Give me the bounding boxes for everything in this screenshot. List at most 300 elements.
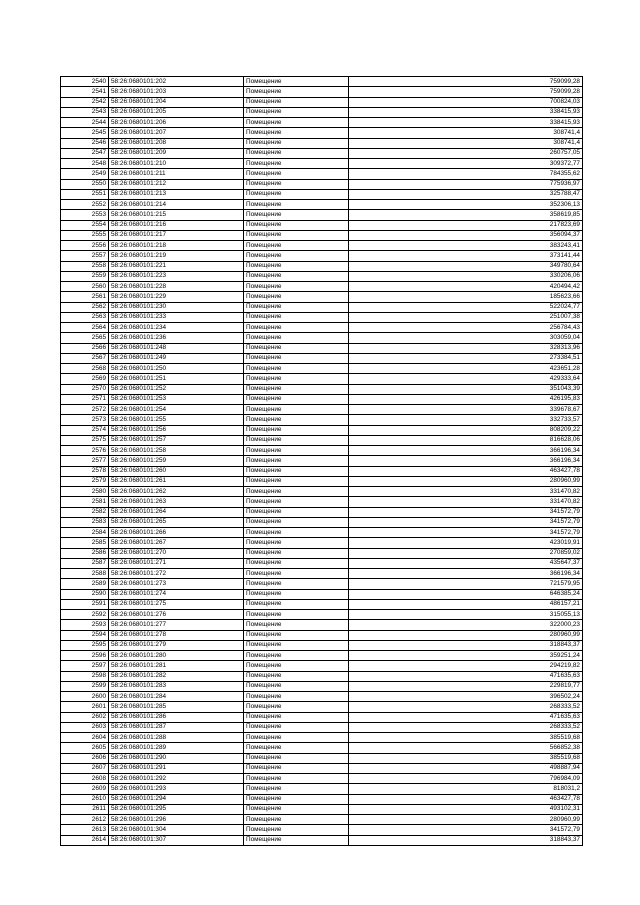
cadastral-value-table <box>60 76 583 846</box>
cadastral-number-cell: 58:26:0680101:277 <box>109 620 244 630</box>
cadastral-number-cell: 58:26:0680101:276 <box>109 610 244 620</box>
object-type-cell: Помещение <box>244 620 349 630</box>
table-row <box>61 394 583 404</box>
row-number-cell: 2554 <box>61 220 109 230</box>
cadastral-value-cell: 341572,79 <box>349 517 583 527</box>
row-number-cell: 2540 <box>61 77 109 87</box>
table-row <box>61 169 583 179</box>
object-type-cell: Помещение <box>244 97 349 107</box>
cadastral-number-cell: 58:26:0680101:307 <box>109 835 244 845</box>
row-number-cell: 2606 <box>61 753 109 763</box>
cadastral-number-cell: 58:26:0680101:255 <box>109 415 244 425</box>
cadastral-value-cell: 256784,43 <box>349 323 583 333</box>
row-number-cell: 2591 <box>61 599 109 609</box>
row-number-cell: 2574 <box>61 425 109 435</box>
cadastral-number-cell: 58:26:0680101:261 <box>109 476 244 486</box>
cadastral-value-cell: 358619,85 <box>349 210 583 220</box>
cadastral-number-cell: 58:26:0680101:213 <box>109 189 244 199</box>
row-number-cell: 2613 <box>61 825 109 835</box>
table-row <box>61 456 583 466</box>
cadastral-value-cell: 349780,64 <box>349 261 583 271</box>
row-number-cell: 2585 <box>61 538 109 548</box>
row-number-cell: 2600 <box>61 692 109 702</box>
table-row <box>61 292 583 302</box>
row-number-cell: 2568 <box>61 364 109 374</box>
cadastral-number-cell: 58:26:0680101:254 <box>109 405 244 415</box>
table-row <box>61 77 583 87</box>
row-number-cell: 2550 <box>61 179 109 189</box>
row-number-cell: 2582 <box>61 507 109 517</box>
table-row <box>61 548 583 558</box>
row-number-cell: 2604 <box>61 733 109 743</box>
cadastral-value-cell: 270859,02 <box>349 548 583 558</box>
cadastral-value-cell: 759099,28 <box>349 77 583 87</box>
object-type-cell: Помещение <box>244 784 349 794</box>
row-number-cell: 2605 <box>61 743 109 753</box>
cadastral-number-cell: 58:26:0680101:279 <box>109 640 244 650</box>
row-number-cell: 2583 <box>61 517 109 527</box>
cadastral-value-cell: 423651,28 <box>349 364 583 374</box>
row-number-cell: 2569 <box>61 374 109 384</box>
cadastral-number-cell: 58:26:0680101:272 <box>109 569 244 579</box>
table-row <box>61 138 583 148</box>
cadastral-number-cell: 58:26:0680101:216 <box>109 220 244 230</box>
object-type-cell: Помещение <box>244 230 349 240</box>
row-number-cell: 2610 <box>61 794 109 804</box>
object-type-cell: Помещение <box>244 794 349 804</box>
cadastral-value-cell: 373141,44 <box>349 251 583 261</box>
row-number-cell: 2587 <box>61 558 109 568</box>
row-number-cell: 2589 <box>61 579 109 589</box>
row-number-cell: 2577 <box>61 456 109 466</box>
table-row <box>61 671 583 681</box>
cadastral-number-cell: 58:26:0680101:263 <box>109 497 244 507</box>
cadastral-value-cell: 463427,78 <box>349 794 583 804</box>
cadastral-number-cell: 58:26:0680101:233 <box>109 312 244 322</box>
cadastral-value-cell: 308741,4 <box>349 128 583 138</box>
table-row <box>61 702 583 712</box>
cadastral-number-cell: 58:26:0680101:273 <box>109 579 244 589</box>
cadastral-number-cell: 58:26:0680101:288 <box>109 733 244 743</box>
cadastral-number-cell: 58:26:0680101:203 <box>109 87 244 97</box>
cadastral-value-cell: 816628,06 <box>349 435 583 445</box>
cadastral-number-cell: 58:26:0680101:287 <box>109 722 244 732</box>
row-number-cell: 2566 <box>61 343 109 353</box>
table-row <box>61 804 583 814</box>
object-type-cell: Помещение <box>244 548 349 558</box>
cadastral-value-cell: 341572,79 <box>349 507 583 517</box>
cadastral-value-cell: 366196,34 <box>349 456 583 466</box>
cadastral-number-cell: 58:26:0680101:290 <box>109 753 244 763</box>
cadastral-number-cell: 58:26:0680101:267 <box>109 538 244 548</box>
object-type-cell: Помещение <box>244 251 349 261</box>
row-number-cell: 2608 <box>61 774 109 784</box>
row-number-cell: 2546 <box>61 138 109 148</box>
row-number-cell: 2575 <box>61 435 109 445</box>
object-type-cell: Помещение <box>244 476 349 486</box>
row-number-cell: 2607 <box>61 763 109 773</box>
table-row <box>61 435 583 445</box>
table-row <box>61 87 583 97</box>
object-type-cell: Помещение <box>244 743 349 753</box>
cadastral-number-cell: 58:26:0680101:291 <box>109 763 244 773</box>
cadastral-value-cell: 251007,38 <box>349 312 583 322</box>
cadastral-number-cell: 58:26:0680101:250 <box>109 364 244 374</box>
cadastral-value-cell: 784355,62 <box>349 169 583 179</box>
cadastral-number-cell: 58:26:0680101:278 <box>109 630 244 640</box>
row-number-cell: 2595 <box>61 640 109 650</box>
row-number-cell: 2563 <box>61 312 109 322</box>
cadastral-value-cell: 808209,22 <box>349 425 583 435</box>
object-type-cell: Помещение <box>244 517 349 527</box>
object-type-cell: Помещение <box>244 159 349 169</box>
cadastral-value-cell: 420494,42 <box>349 282 583 292</box>
table-row <box>61 507 583 517</box>
cadastral-number-cell: 58:26:0680101:251 <box>109 374 244 384</box>
cadastral-value-cell: 331470,82 <box>349 497 583 507</box>
cadastral-number-cell: 58:26:0680101:256 <box>109 425 244 435</box>
object-type-cell: Помещение <box>244 374 349 384</box>
row-number-cell: 2588 <box>61 569 109 579</box>
object-type-cell: Помещение <box>244 384 349 394</box>
cadastral-value-cell: 331470,82 <box>349 487 583 497</box>
cadastral-number-cell: 58:26:0680101:223 <box>109 271 244 281</box>
table-row <box>61 200 583 210</box>
object-type-cell: Помещение <box>244 292 349 302</box>
cadastral-value-cell: 759099,28 <box>349 87 583 97</box>
object-type-cell: Помещение <box>244 394 349 404</box>
object-type-cell: Помещение <box>244 405 349 415</box>
row-number-cell: 2596 <box>61 651 109 661</box>
cadastral-value-cell: 325788,47 <box>349 189 583 199</box>
cadastral-number-cell: 58:26:0680101:259 <box>109 456 244 466</box>
object-type-cell: Помещение <box>244 107 349 117</box>
cadastral-value-cell: 493102,31 <box>349 804 583 814</box>
table-row <box>61 774 583 784</box>
table-row <box>61 415 583 425</box>
row-number-cell: 2567 <box>61 353 109 363</box>
cadastral-value-cell: 471635,63 <box>349 712 583 722</box>
row-number-cell: 2611 <box>61 804 109 814</box>
row-number-cell: 2573 <box>61 415 109 425</box>
table-row <box>61 569 583 579</box>
table-row <box>61 743 583 753</box>
row-number-cell: 2544 <box>61 118 109 128</box>
row-number-cell: 2558 <box>61 261 109 271</box>
object-type-cell: Помещение <box>244 456 349 466</box>
cadastral-value-cell: 332733,57 <box>349 415 583 425</box>
table-row <box>61 261 583 271</box>
object-type-cell: Помещение <box>244 835 349 845</box>
table-row <box>61 784 583 794</box>
object-type-cell: Помещение <box>244 558 349 568</box>
table-row <box>61 753 583 763</box>
cadastral-number-cell: 58:26:0680101:210 <box>109 159 244 169</box>
table-row <box>61 733 583 743</box>
cadastral-number-cell: 58:26:0680101:230 <box>109 302 244 312</box>
table-row <box>61 159 583 169</box>
cadastral-number-cell: 58:26:0680101:296 <box>109 815 244 825</box>
row-number-cell: 2556 <box>61 241 109 251</box>
cadastral-value-cell: 217823,69 <box>349 220 583 230</box>
table-row <box>61 97 583 107</box>
cadastral-value-cell: 280960,99 <box>349 630 583 640</box>
cadastral-value-cell: 308741,4 <box>349 138 583 148</box>
row-number-cell: 2592 <box>61 610 109 620</box>
cadastral-value-cell: 185623,66 <box>349 292 583 302</box>
object-type-cell: Помещение <box>244 77 349 87</box>
row-number-cell: 2603 <box>61 722 109 732</box>
cadastral-number-cell: 58:26:0680101:260 <box>109 466 244 476</box>
cadastral-number-cell: 58:26:0680101:284 <box>109 692 244 702</box>
object-type-cell: Помещение <box>244 753 349 763</box>
table-row <box>61 661 583 671</box>
cadastral-number-cell: 58:26:0680101:209 <box>109 148 244 158</box>
cadastral-value-cell: 356094,37 <box>349 230 583 240</box>
table-row <box>61 640 583 650</box>
row-number-cell: 2555 <box>61 230 109 240</box>
table-row <box>61 589 583 599</box>
cadastral-value-cell: 385519,68 <box>349 733 583 743</box>
row-number-cell: 2578 <box>61 466 109 476</box>
cadastral-value-cell: 318843,37 <box>349 835 583 845</box>
cadastral-value-cell: 280960,99 <box>349 815 583 825</box>
row-number-cell: 2565 <box>61 333 109 343</box>
row-number-cell: 2541 <box>61 87 109 97</box>
table-row <box>61 466 583 476</box>
row-number-cell: 2552 <box>61 200 109 210</box>
row-number-cell: 2549 <box>61 169 109 179</box>
table-row <box>61 681 583 691</box>
object-type-cell: Помещение <box>244 589 349 599</box>
cadastral-number-cell: 58:26:0680101:215 <box>109 210 244 220</box>
table-row <box>61 384 583 394</box>
object-type-cell: Помещение <box>244 671 349 681</box>
row-number-cell: 2564 <box>61 323 109 333</box>
object-type-cell: Помещение <box>244 148 349 158</box>
object-type-cell: Помещение <box>244 640 349 650</box>
table-row <box>61 230 583 240</box>
cadastral-value-cell: 385519,68 <box>349 753 583 763</box>
cadastral-number-cell: 58:26:0680101:234 <box>109 323 244 333</box>
object-type-cell: Помещение <box>244 661 349 671</box>
table-body <box>61 77 583 846</box>
cadastral-value-cell: 486157,21 <box>349 599 583 609</box>
table-row <box>61 538 583 548</box>
cadastral-number-cell: 58:26:0680101:229 <box>109 292 244 302</box>
cadastral-number-cell: 58:26:0680101:248 <box>109 343 244 353</box>
cadastral-value-cell: 566852,38 <box>349 743 583 753</box>
row-number-cell: 2553 <box>61 210 109 220</box>
object-type-cell: Помещение <box>244 569 349 579</box>
object-type-cell: Помещение <box>244 712 349 722</box>
cadastral-value-cell: 338415,93 <box>349 107 583 117</box>
row-number-cell: 2609 <box>61 784 109 794</box>
object-type-cell: Помещение <box>244 189 349 199</box>
object-type-cell: Помещение <box>244 435 349 445</box>
table-row <box>61 128 583 138</box>
table-row <box>61 487 583 497</box>
row-number-cell: 2593 <box>61 620 109 630</box>
cadastral-number-cell: 58:26:0680101:214 <box>109 200 244 210</box>
cadastral-number-cell: 58:26:0680101:211 <box>109 169 244 179</box>
cadastral-value-cell: 318843,37 <box>349 640 583 650</box>
cadastral-value-cell: 328313,96 <box>349 343 583 353</box>
object-type-cell: Помещение <box>244 630 349 640</box>
object-type-cell: Помещение <box>244 302 349 312</box>
object-type-cell: Помещение <box>244 538 349 548</box>
object-type-cell: Помещение <box>244 815 349 825</box>
row-number-cell: 2580 <box>61 487 109 497</box>
table-row <box>61 517 583 527</box>
table-row <box>61 692 583 702</box>
row-number-cell: 2542 <box>61 97 109 107</box>
cadastral-value-cell: 341572,79 <box>349 528 583 538</box>
object-type-cell: Помещение <box>244 528 349 538</box>
row-number-cell: 2601 <box>61 702 109 712</box>
table-row <box>61 835 583 845</box>
table-row <box>61 651 583 661</box>
cadastral-number-cell: 58:26:0680101:266 <box>109 528 244 538</box>
cadastral-number-cell: 58:26:0680101:295 <box>109 804 244 814</box>
table-row <box>61 712 583 722</box>
object-type-cell: Помещение <box>244 179 349 189</box>
row-number-cell: 2570 <box>61 384 109 394</box>
cadastral-value-cell: 818031,2 <box>349 784 583 794</box>
table-row <box>61 476 583 486</box>
object-type-cell: Помещение <box>244 343 349 353</box>
cadastral-number-cell: 58:26:0680101:228 <box>109 282 244 292</box>
cadastral-number-cell: 58:26:0680101:282 <box>109 671 244 681</box>
object-type-cell: Помещение <box>244 466 349 476</box>
table-row <box>61 374 583 384</box>
row-number-cell: 2560 <box>61 282 109 292</box>
table-row <box>61 599 583 609</box>
row-number-cell: 2599 <box>61 681 109 691</box>
table-row <box>61 323 583 333</box>
object-type-cell: Помещение <box>244 763 349 773</box>
table-row <box>61 722 583 732</box>
cadastral-number-cell: 58:26:0680101:206 <box>109 118 244 128</box>
cadastral-number-cell: 58:26:0680101:218 <box>109 241 244 251</box>
cadastral-number-cell: 58:26:0680101:205 <box>109 107 244 117</box>
table-row <box>61 558 583 568</box>
row-number-cell: 2543 <box>61 107 109 117</box>
object-type-cell: Помещение <box>244 825 349 835</box>
object-type-cell: Помещение <box>244 702 349 712</box>
cadastral-number-cell: 58:26:0680101:219 <box>109 251 244 261</box>
row-number-cell: 2572 <box>61 405 109 415</box>
row-number-cell: 2614 <box>61 835 109 845</box>
object-type-cell: Помещение <box>244 497 349 507</box>
cadastral-number-cell: 58:26:0680101:262 <box>109 487 244 497</box>
cadastral-value-cell: 471635,63 <box>349 671 583 681</box>
table-row <box>61 579 583 589</box>
table-row <box>61 425 583 435</box>
cadastral-value-cell: 268333,52 <box>349 702 583 712</box>
table-row <box>61 630 583 640</box>
cadastral-value-cell: 423019,91 <box>349 538 583 548</box>
object-type-cell: Помещение <box>244 128 349 138</box>
row-number-cell: 2561 <box>61 292 109 302</box>
row-number-cell: 2612 <box>61 815 109 825</box>
cadastral-value-cell: 366196,34 <box>349 569 583 579</box>
table-row <box>61 497 583 507</box>
table-row <box>61 405 583 415</box>
cadastral-value-cell: 646385,24 <box>349 589 583 599</box>
cadastral-number-cell: 58:26:0680101:249 <box>109 353 244 363</box>
object-type-cell: Помещение <box>244 425 349 435</box>
object-type-cell: Помещение <box>244 271 349 281</box>
row-number-cell: 2581 <box>61 497 109 507</box>
object-type-cell: Помещение <box>244 169 349 179</box>
table-row <box>61 763 583 773</box>
table-row <box>61 364 583 374</box>
cadastral-number-cell: 58:26:0680101:208 <box>109 138 244 148</box>
object-type-cell: Помещение <box>244 507 349 517</box>
object-type-cell: Помещение <box>244 241 349 251</box>
row-number-cell: 2545 <box>61 128 109 138</box>
cadastral-value-cell: 315055,13 <box>349 610 583 620</box>
cadastral-number-cell: 58:26:0680101:293 <box>109 784 244 794</box>
cadastral-value-cell: 429333,64 <box>349 374 583 384</box>
table-row <box>61 148 583 158</box>
object-type-cell: Помещение <box>244 210 349 220</box>
cadastral-value-cell: 268333,52 <box>349 722 583 732</box>
table-row <box>61 353 583 363</box>
row-number-cell: 2594 <box>61 630 109 640</box>
table-row <box>61 107 583 117</box>
cadastral-value-cell: 322000,23 <box>349 620 583 630</box>
cadastral-number-cell: 58:26:0680101:258 <box>109 446 244 456</box>
cadastral-value-cell: 426195,83 <box>349 394 583 404</box>
cadastral-number-cell: 58:26:0680101:212 <box>109 179 244 189</box>
row-number-cell: 2576 <box>61 446 109 456</box>
cadastral-value-cell: 294219,82 <box>349 661 583 671</box>
cadastral-number-cell: 58:26:0680101:221 <box>109 261 244 271</box>
row-number-cell: 2584 <box>61 528 109 538</box>
object-type-cell: Помещение <box>244 323 349 333</box>
object-type-cell: Помещение <box>244 364 349 374</box>
table-row <box>61 210 583 220</box>
cadastral-value-cell: 229819,77 <box>349 681 583 691</box>
row-number-cell: 2602 <box>61 712 109 722</box>
cadastral-number-cell: 58:26:0680101:274 <box>109 589 244 599</box>
object-type-cell: Помещение <box>244 333 349 343</box>
object-type-cell: Помещение <box>244 200 349 210</box>
row-number-cell: 2597 <box>61 661 109 671</box>
cadastral-value-cell: 260757,05 <box>349 148 583 158</box>
row-number-cell: 2548 <box>61 159 109 169</box>
cadastral-value-cell: 435647,37 <box>349 558 583 568</box>
cadastral-number-cell: 58:26:0680101:275 <box>109 599 244 609</box>
row-number-cell: 2598 <box>61 671 109 681</box>
table-row <box>61 446 583 456</box>
object-type-cell: Помещение <box>244 774 349 784</box>
object-type-cell: Помещение <box>244 599 349 609</box>
object-type-cell: Помещение <box>244 487 349 497</box>
cadastral-number-cell: 58:26:0680101:280 <box>109 651 244 661</box>
row-number-cell: 2590 <box>61 589 109 599</box>
cadastral-number-cell: 58:26:0680101:217 <box>109 230 244 240</box>
row-number-cell: 2559 <box>61 271 109 281</box>
object-type-cell: Помещение <box>244 692 349 702</box>
table-row <box>61 189 583 199</box>
cadastral-value-cell: 721579,95 <box>349 579 583 589</box>
cadastral-value-cell: 351043,39 <box>349 384 583 394</box>
cadastral-number-cell: 58:26:0680101:252 <box>109 384 244 394</box>
table-row <box>61 312 583 322</box>
